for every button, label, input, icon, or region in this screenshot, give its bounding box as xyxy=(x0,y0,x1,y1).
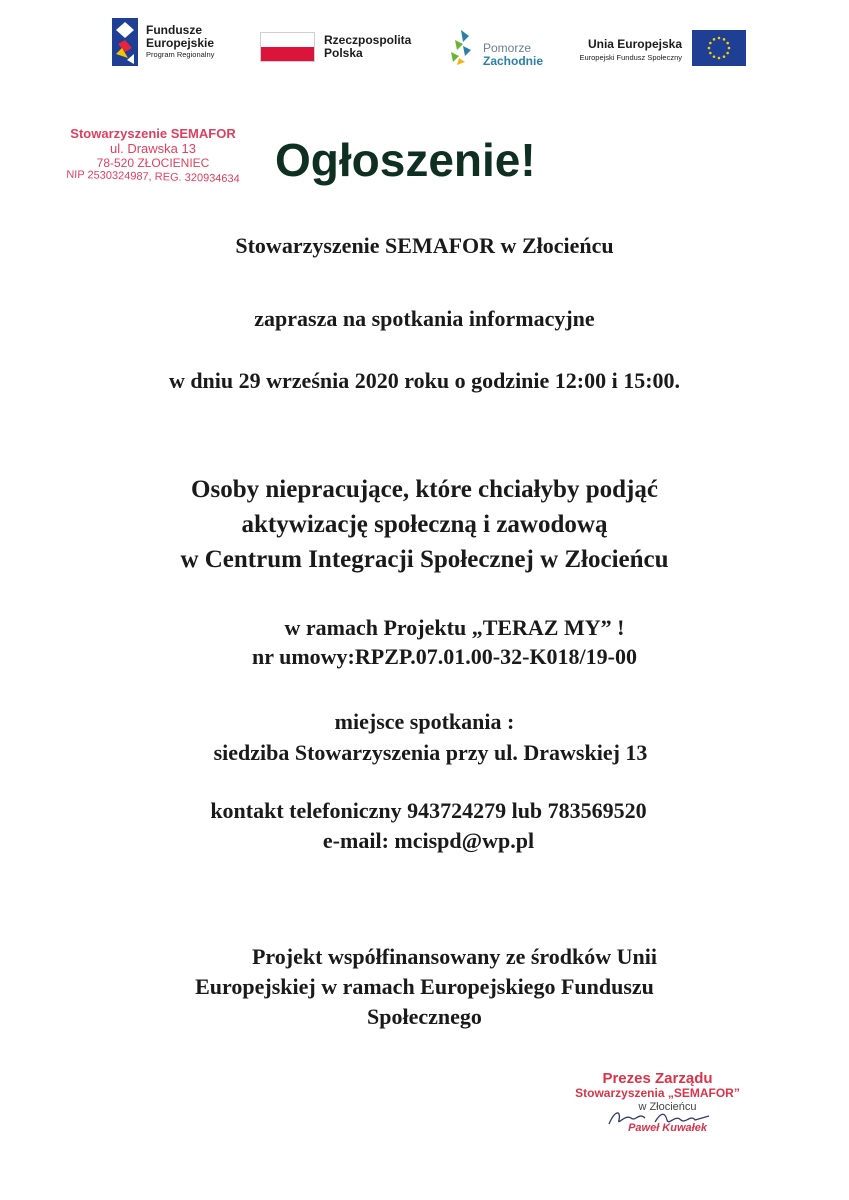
ue-sub: Europejski Fundusz Społeczny xyxy=(579,52,682,62)
fundusze-line1: Fundusze xyxy=(146,23,202,37)
logo-unia-europejska xyxy=(560,30,750,70)
phone-line: kontakt telefoniczny 943724279 lub 783569520 xyxy=(210,798,647,823)
eu-star-icon xyxy=(726,52,729,55)
contract-line: nr umowy:RPZP.07.01.00-32-K018/19-00 xyxy=(252,644,637,669)
sign-line4: Paweł Kuwałek xyxy=(628,1121,707,1134)
eu-star-icon xyxy=(709,52,712,55)
target-line2: aktywizację społeczną i zawodową xyxy=(241,511,608,538)
ue-title: Unia Europejska xyxy=(587,37,682,51)
funding-line1: Projekt współfinansowany ze środków Unii xyxy=(251,944,657,969)
place-line: siedziba Stowarzyszenia przy ul. Drawskiej 13 xyxy=(213,740,648,765)
pomorze-line1: Pomorze xyxy=(483,41,532,55)
stamp-line1: Stowarzyszenie SEMAFOR xyxy=(70,126,236,141)
eu-star-icon xyxy=(726,42,729,45)
eu-star-icon xyxy=(713,38,716,41)
place-label: miejsce spotkania : xyxy=(334,709,515,734)
eu-star-icon xyxy=(709,42,712,45)
invite-line: zaprasza na spotkania informacyjne xyxy=(254,306,595,331)
rzeczpospolita-line1: Rzeczpospolita xyxy=(324,33,412,47)
fundusze-sub: Program Regionalny xyxy=(146,50,215,60)
stamp-line2: ul. Drawska 13 xyxy=(110,140,196,156)
sign-line2: Stowarzyszenia „SEMAFOR” xyxy=(575,1086,740,1101)
project-line: w ramach Projektu „TERAZ MY” ! xyxy=(284,615,625,640)
eu-flag-icon xyxy=(692,30,746,66)
date-line: w dniu 29 września 2020 roku o godzinie 12:00 i 15:00. xyxy=(168,368,681,393)
sign-line3: w Złocieńcu xyxy=(638,1101,697,1114)
eu-star-icon xyxy=(723,55,726,58)
funding-line2: Europejskiej w ramach Europejskiego Funduszu xyxy=(195,974,654,999)
polish-flag-icon xyxy=(260,32,315,62)
fundusze-europejskie-logo-icon xyxy=(112,18,138,66)
eu-star-icon xyxy=(723,38,726,41)
logo-rzeczpospolita xyxy=(260,32,430,68)
org-name: Stowarzyszenie SEMAFOR w Złocieńcu xyxy=(235,233,614,258)
president-signature-stamp xyxy=(555,1070,760,1134)
sign-line1: Prezes Zarządu xyxy=(602,1070,713,1087)
eu-star-icon xyxy=(708,47,711,50)
pomorze-line2: Zachodnie xyxy=(483,53,544,68)
page-title: Ogłoszenie! xyxy=(275,134,536,186)
eu-star-icon xyxy=(718,57,721,60)
target-line3: w Centrum Integracji Społecznej w Złocieńcu xyxy=(180,546,669,573)
eu-star-icon xyxy=(728,47,731,50)
fundusze-line2: Europejskie xyxy=(146,35,215,50)
association-stamp xyxy=(58,127,248,183)
eu-star-icon xyxy=(713,55,716,58)
pomorze-zachodnie-logo-icon xyxy=(447,28,477,66)
rzeczpospolita-line2: Polska xyxy=(324,45,363,60)
eu-star-icon xyxy=(718,37,721,40)
funding-line3: Społecznego xyxy=(367,1004,482,1029)
target-line1: Osoby niepracujące, które chciałyby podjąć xyxy=(191,476,658,503)
stamp-line3: 78-520 ZŁOCIENIEC xyxy=(96,155,210,170)
stamp-line4: NIP 2530324987, REG. 320934634 xyxy=(66,168,240,185)
logo-fundusze-europejskie xyxy=(112,18,237,68)
email-line: e-mail: mcispd@wp.pl xyxy=(322,828,535,853)
